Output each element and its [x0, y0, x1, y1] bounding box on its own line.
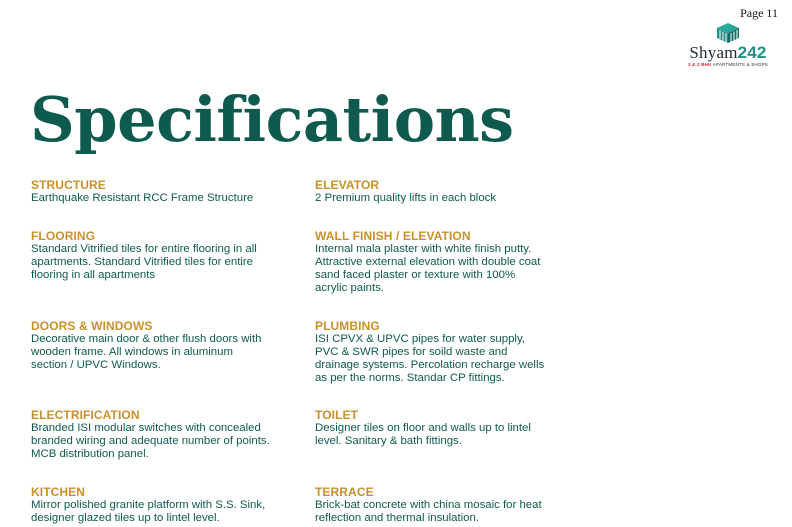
spec-heading: STRUCTURE: [31, 178, 106, 192]
page-title: Specifications: [30, 83, 514, 156]
logo-name: [680, 45, 776, 61]
brand-logo: [680, 22, 776, 67]
spec-text: Designer tiles on floor and walls up to lintel level. Sanitary & bath fittings.: [315, 422, 531, 447]
spec-text: Branded ISI modular switches with concealed branded wiring and adequate number of points. MCB distribution panel.: [31, 422, 270, 460]
spec-text: 2 Premium quality lifts in each block: [315, 192, 497, 204]
spec-terrace: [315, 485, 550, 525]
spec-text: Decorative main door & other flush doors with wooden frame. All windows in aluminum section / UPVC Windows.: [31, 333, 262, 371]
spec-heading: WALL FINISH / ELEVATION: [315, 229, 471, 243]
spec-text: Standard Vitrified tiles for entire flooring in all apartments. Standard Vitrified tiles for entire flooring in all apartments: [31, 243, 257, 281]
logo-tagline: [680, 62, 776, 67]
spec-heading: PLUMBING: [315, 319, 380, 333]
spec-elevator: [315, 178, 550, 205]
spec-heading: FLOORING: [31, 229, 96, 243]
logo-name-text: Shyam: [689, 43, 738, 62]
spec-wall-finish: [315, 229, 550, 295]
spec-doors-windows: [31, 319, 271, 372]
spec-toilet: [315, 408, 550, 448]
spec-text: Earthquake Resistant RCC Frame Structure: [31, 192, 254, 204]
spec-heading: TERRACE: [315, 485, 374, 499]
spec-text: Brick-bat concrete with china mosaic for heat reflection and thermal insulation.: [315, 499, 542, 524]
spec-text: ISI CPVX & UPVC pipes for water supply, PVC & SWR pipes for soild waste and drainage systems. Percolation recharge wells as per the norms. Standar CP fittings.: [315, 333, 545, 384]
logo-name-number: 242: [737, 43, 767, 62]
spec-heading: DOORS & WINDOWS: [31, 319, 153, 333]
spec-heading: TOILET: [315, 408, 359, 422]
page-number: Page 11: [740, 6, 778, 20]
logo-tag-bold: 3 & 2 BHK: [688, 62, 712, 67]
cube-stack-icon: [715, 22, 741, 44]
spec-plumbing: [315, 319, 550, 385]
spec-heading: KITCHEN: [31, 485, 86, 499]
spec-text: Mirror polished granite platform with S.S. Sink, designer glazed tiles up to lintel level.: [31, 499, 266, 524]
spec-electrification: [31, 408, 271, 461]
spec-heading: ELEVATOR: [315, 178, 380, 192]
spec-structure: [31, 178, 271, 205]
logo-tag-rest: APARTMENTS & SHOPS: [712, 62, 768, 67]
spec-flooring: [31, 229, 271, 282]
spec-heading: ELECTRIFICATION: [31, 408, 140, 422]
spec-kitchen: [31, 485, 271, 525]
spec-text: Internal mala plaster with white finish putty. Attractive external elevation with double coat sand faced plaster or texture with 100% acrylic paints.: [315, 243, 541, 294]
